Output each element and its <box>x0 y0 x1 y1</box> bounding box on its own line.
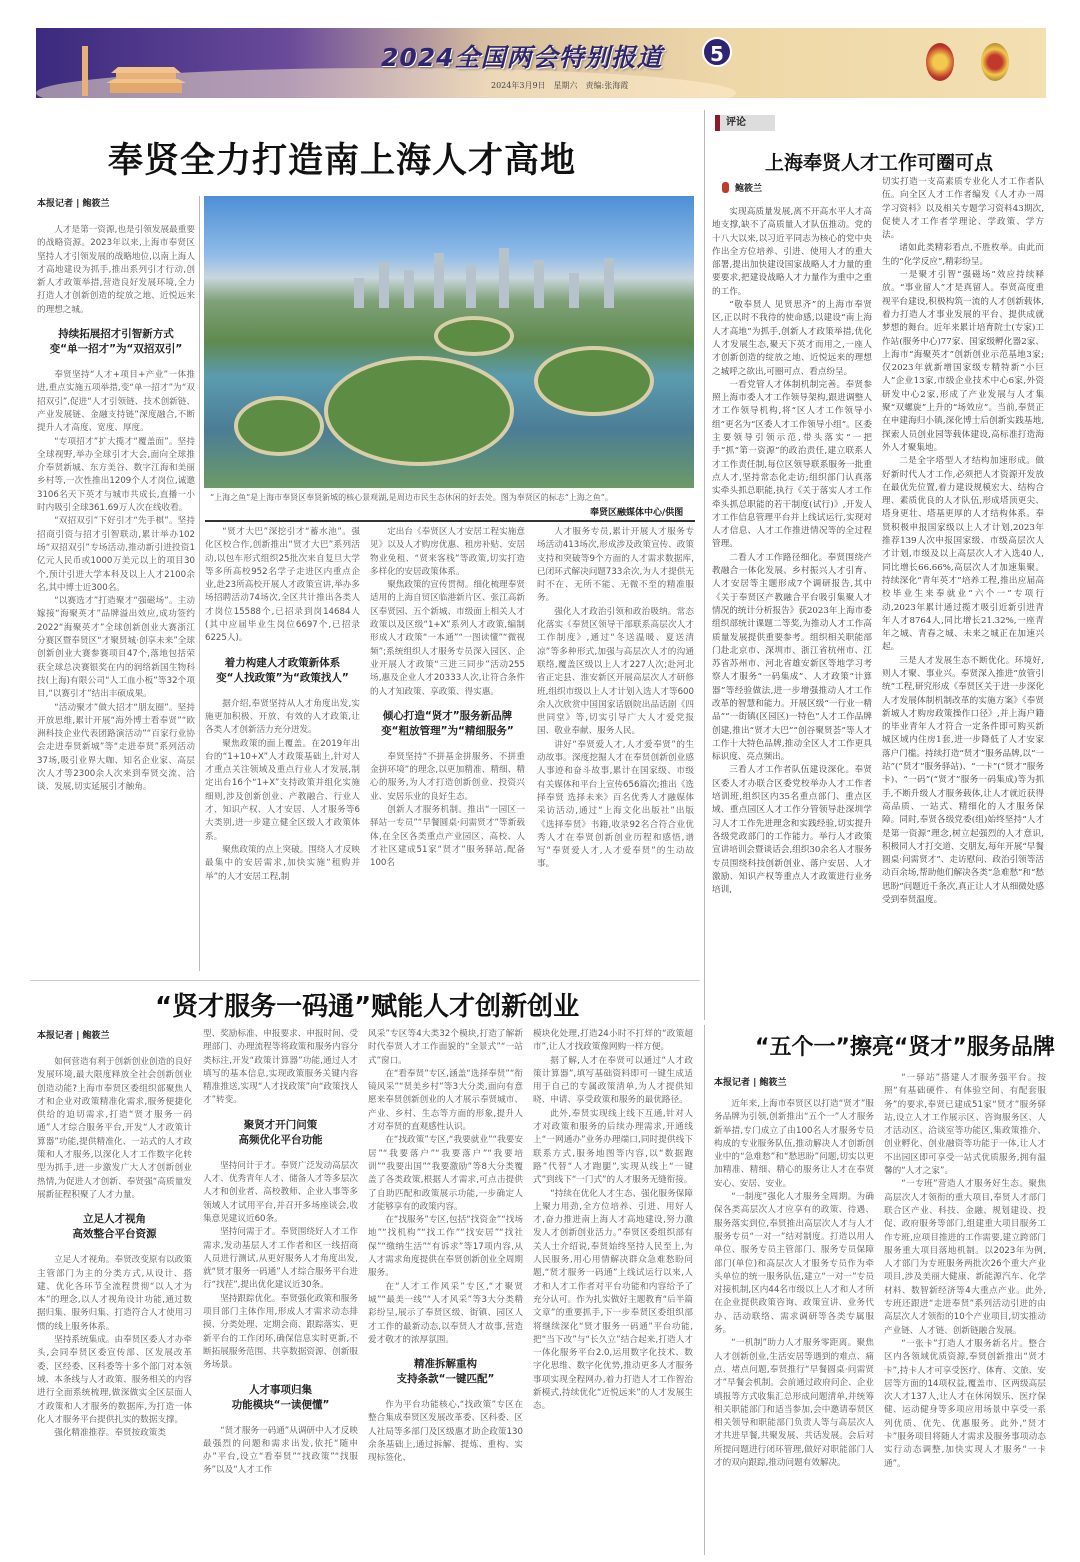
paragraph: “专项招才”扩大揽才“覆盖面”。坚持全球视野,举办全球引才大会,面向全球推介奉贤新城、东方美谷、数字江海和美丽乡村等,一次性推出1209个人才岗位,诚邀3106名天下英才与城市共成长,直播一小时内吸引全球361.69万人次在线收看。 <box>37 436 195 514</box>
paragraph: 聚焦政策的宣传贯彻。细化梳理奉贤适用的上海自贸区临港新片区、张江高新区奉贤园、五个新城、市级面上相关人才政策以及区级“1+X”系列人才政策,编制形成人才政策“一本通”“一图读懂”“微视频”;系统组织人才服务专员深入园区、企业开展人才政策“三进三同步”活动255场,惠及企业人才20333人次,让符合条件的人才知政策、享政策、得实惠。 <box>370 580 525 697</box>
article1-column-3 <box>370 526 525 976</box>
paragraph: 据介绍,奉贤坚持从人才角度出发,实施更加积极、开放、有效的人才政策,让各类人才创新活力充分迸发。 <box>205 698 360 736</box>
paragraph: 聚焦政策的面上覆盖。在2019年出台的“1+10+X”人才政策基础上,针对人才重点关注领域及重点行业人才发展,制定出台16个“1+X”支持政策并组化实施细则,涉及创新创业、产教融合、行业人才、知识产权、人才安居、人才服务等6大类别,进一步建立健全区级人才政策体系。 <box>205 738 360 842</box>
paragraph: 奉贤坚持“人才+项目+产业”一体推进,重点实施五项举措,变“单一招才”为“双招双引”,促进“人才引领链、技术创新链、产业发展链、金融支持链”深度融合,不断提升人才高度、宽度、厚度。 <box>37 370 195 434</box>
paragraph: 奉贤坚持“不拼基金拼服务、不拼重金拼环境”的理念,以更加精准、精细、精心的服务,为人才打造创新创业、投资兴业、安居乐业的良好生态。 <box>370 751 525 802</box>
section-rule <box>30 980 700 981</box>
paragraph: 据了解,人才在奉贤可以通过“人才政策计算器”,填写基础资料即可一键生成适用于自己的专属政策清单,为人才提供知晓、申请、享受政策和服务的最优路径。 <box>533 1055 693 1106</box>
paragraph: 一看党管人才体制机制完善。奉贤参照上海市委人才工作领导架构,跟进调整人才工作领导机构,将“区人才工作领导小组”更名为“区委人才工作领导小组”。区委主要领导引领示范,带头落实“一把手”抓“第一资源”的政治责任,建立联系人才工作责任制,每位区领导联系服务一批重点人才,坚持常态化走访;组织部门认真落实牵头抓总职能,执行《关于落实人才工作牵头抓总职能的若干制度(试行)》,开发人才工作信息管理平台并上线试运行,实现对人才信息、人才工作推进情况等的全过程管理。 <box>712 379 872 550</box>
paragraph: 切实打造一支高素质专业化人才工作者队伍。向全区人才工作者编发《人才办一周学习资料》以及相关专题学习资料43期次,促使人才工作者学理论、学政策、学方法。 <box>882 177 1044 241</box>
section-divider <box>704 1025 705 1555</box>
banner-date-editor: 2024年3月9日 星期六 责编:张海霞 <box>491 81 629 90</box>
article3-column-2 <box>884 1072 1046 1556</box>
section-divider <box>704 110 705 1020</box>
paragraph: 近年来,上海市奉贤区以打造“贤才”服务品牌为引领,创新推出“五个一”人才服务新举措,专门成立了由100名人才服务专员构成的专业服务队伍,推动解决人才创新创业中的“急难愁”和“愁思盼”问题,切实以更加精准、精细、精心的服务让人才在奉贤安心、安居、安业。 <box>714 1099 874 1189</box>
shanghai-fish-lake-photo <box>204 196 694 488</box>
article1-column-2 <box>205 526 360 976</box>
paragraph: 三是人才发展生态不断优化。环境好,则人才聚、事业兴。奉贤深入推进“放管引统”工程,研究形成《奉贤区关于进一步深化人才发展体制机制改革的实施方案》《奉贤新城人才购房政策操作口径》,并上海户籍的毕业青年人才符合一定条件即可购买新城区域内住房1套,进一步降低了人才安家落户门槛。持续打造“贤才”服务品牌,以“一站”(“贤才”服务驿站)、“一卡”(“贤才”服务卡)、“一码”(“贤才”服务一码集成)等为抓手,不断升级人才服务载体,让人才就近获得高品质、一站式、精细化的人才服务保障。同时,奉贤各级党委(组)始终坚持“人才是第一资源”理念,树立起强烈的人才意识,积极同人才打交道、交朋友,每年开展“早餐圆桌·问需贤才”、走访慰问、政治引领等活动百余场,帮助他们解决各类“急难愁”和“愁思盼”问题近千条次,真正让人才从细微处感受到奉贤温度。 <box>882 655 1044 906</box>
paragraph: 在“看奉贤”专区,涵盖“选择奉贤”“衔镜风采”“贤美乡村”等3大分类,面向有意愿来奉贤创新创业的人才展示奉贤城市、产业、乡村、生态等方面的形象,提升人才对奉贤的直观感性认识。 <box>368 1068 523 1133</box>
paragraph: 二看人才工作路径细化。奉贤围绕产教融合一体化发展、乡村振兴人才引育、人才安居等主题形成7个调研报告,其中《关于奉贤区产教融合平台吸引集聚人才情况的统计分析报告》获2023年上海市委组织部统计课题二等奖,为推动人才工作高质量发展提供重要参考。组织相关职能部门赴北京市、深圳市、浙江省杭州市、江苏省苏州市、河北省雄安新区等地学习考察人才服务“一码集成”、人才政策“计算器”等经验做法,进一步增强推动人才工作改革的智慧和能力。开展区级“一行业一精品”“一街镇(区园区)一特色”人才工作品牌创建,推出“贤才大巴”“创谷聚贤荟”等人才工作十大特色品牌,推动全区人才工作更具标识度、亮点频出。 <box>712 552 872 763</box>
paragraph: “双招双引”下好引才“先手棋”。坚持招商引资与招才引智联动,累计举办102场“双招双引”专场活动,推动新引进投资1亿元人民币或1000万美元以上的项目30个,预计引进大学本科及以上人才2100余名,其中博士近300名。 <box>37 516 195 593</box>
paragraph: 风采”专区等4大类32个模块,打造了解新时代奉贤人才工作面貌的“全景式”“一站式”窗口。 <box>368 1029 523 1066</box>
paragraph: 坚持问需于才。奉贤围绕好人才工作需求,发动基层人才工作者和区一线招商人员进行测试,从更好服务人才角度出发,就“贤才服务一码通”人才综合服务平台进行“找茬”,提出优化建议近30条。 <box>203 1227 358 1291</box>
paragraph: “贤才服务一码通”从调研中人才反映最强烈的问题和需求出发,依托“随申办”平台,设立“看奉贤”“找政策”“找服务”以及“人才工作 <box>203 1425 358 1476</box>
paragraph: 强化精准推荐。奉贤按政策类 <box>54 1428 166 1439</box>
paragraph: “一张卡”打造人才服务新名片。整合区内各领域优质资源,奉贤创新推出“贤才卡”,持卡人才可享受医疗、体育、文旅、安居等方面的14项权益,覆盖市、区两级高层次人才137人,让人才在休闲娱乐、医疗保健、运动健身等多项应用场景中享受一系列优质、优先、优惠服务。此外,“贤才卡”服务项目将随人才需求及服务事项动态实行动态调整,加快实现人才服务“一卡通”。 <box>884 1338 1046 1469</box>
microphone-icon <box>722 182 729 193</box>
paragraph: 在“人才工作风采”专区,“才聚贤城”“最美一线”“人才风采”等3大分类精彩纷呈,展示了奉贤区级、街镇、园区人才工作的最新动态,以奉贤人才故事,营造爱才敬才的浓厚氛围。 <box>368 1281 523 1345</box>
paragraph: 一是聚才引智“强磁场”效应持续释放。“事业留人”才是真留人。奉贤高度重视平台建设,积极构筑一流的人才创新载体,着力打造人才事业发展的平台、提供成就梦想的舞台。近年来累计培育院士(专家)工作站(服务中心)77家、国家级孵化器2家、上海市“海聚英才”创新创业示范基地3家;仅2023年就新增国家级专精特新“小巨人”企业13家,市级企业技术中心6家,外资研发中心2家,形成了产业发展与人才集聚“双螺旋”上升的“场效应”。当前,奉贤正在申建海归小镇,深化博士后创新实践基地,探索人员创业园等载体建设,高标准打造海外人才聚集地。 <box>882 270 1044 453</box>
paragraph: “一专班”营造人才服务好生态。聚焦高层次人才领衔的重大项目,奉贤人才部门联合区产业、科技、金融、规划建设、投促、政府服务等部门,组建重大项目服务工作专班,应项目推进的工作需要,建立跨部门服务重大项目落地机制。以2023年为例,人才部门为专班服务两批次26个重大产业项目,涉及美丽大健康、新能源汽车、化学材料、数智新经济等4大重点产业。此外,专班还跟进“走进奉贤”系列活动引进的由高层次人才领衔的10个产业项目,切实推动产业链、人才链、创新链融合发展。 <box>884 1179 1046 1336</box>
paragraph: 诸如此类精彩看点,不胜枚举。由此而生的“化学反应”,精彩纷呈。 <box>882 243 1044 267</box>
paragraph: 此外,奉贤实现线上线下互通,针对人才对政策和服务的后续办理需求,开通线上“一网通办”业务办理端口,同时提供线下联系方式,服务地图等内容,以“数据跑路”代替“人才跑腿”,实现从线上“一键式”到线下“一门式”的人才服务无缝衔接。 <box>533 1108 693 1186</box>
paragraph: 在“找政策”专区,“我要就业”“我要安居”“我要落户”“我要落户”“我要培训”“我要出国”“我要激励”等8大分类覆盖了各类政策,根据人才需求,可点击提供了自助匹配和政策展示功能,一步确定人才能够享有的政策内容。 <box>368 1135 523 1212</box>
paragraph: 聚焦政策的点上突破。围绕人才反映最集中的安居需求,加快实施“租购并举”的人才安居工程,制 <box>205 844 360 882</box>
paragraph: “一机制”助力人才服务零距离。聚焦人才创新创业,生活安居等遇到的难点、痛点、堵点问题,奉贤推行“早餐圆桌·问需贤才”早餐会机制。会前通过政府问企、企业填报等方式收集汇总形成问题清单,并统筹相关职能部门和适当参加,会中邀请奉贤区相关领导和职能部门负责人等与高层次人才共进早餐,共聚发展、共话发展。会后对所提问题进行闭环管理,做好对职能部门人才的双向跟踪,推动问题有效解决。 <box>714 1338 874 1469</box>
paragraph: 模块化处理,打造24小时不打烊的“政策超市”,让人才找政策像网购一样方便。 <box>533 1029 693 1053</box>
paragraph: 作为平台功能核心,“找政策”专区在整合集成奉贤区发展改革委、区科委、区人社局等多部门及区级惠才助企政策130余条基础上,通过拆解、提炼、重构、实现标签化、 <box>368 1400 523 1464</box>
article2-column-4 <box>533 1028 693 1556</box>
review-headline: 上海奉贤人才工作可圈可点 <box>765 152 994 174</box>
paragraph: 强化人才政治引领和政治吸纳。常态化落实《奉贤区领导干部联系高层次人才工作制度》,通过“冬送温暖、夏送清凉”等多种形式,加强与高层次人才的沟通联络,覆盖区级以上人才227人次;赴河北省正定县、淮安新区开展高层次人才研修班,组织市级以上人才计划入选人才等600余人次欣赏中国国家话剧院出品话剧《四世同堂》等,切实引导广大人才爱党报国、敬业奉献、服务人民。 <box>537 606 694 737</box>
cppcc-emblem-icon <box>981 43 1009 81</box>
paragraph: 如何营造有利于创新创业创造的良好发展环境,最大限度释放全社会创新创业创造动能?上海市奉贤区委组织部聚焦人才和企业对政策精准化需求,服务便捷化供给的迫切需求,打造“贤才服务一码通”人才综合服务平台,开发“人才政策计算器”功能,提供精准化、一站式的人才政策和人才服务,以深化人才工作数字化转型为抓手,进一步激发广大人才创新创业热情,为促进人才创新、奉贤强“高质量发展新征程积聚了人才力量。 <box>37 1057 192 1200</box>
paragraph: 三看人才工作者队伍建设深化。奉贤区委人才办联合区委党校举办人才工作者培训班,组织区内35名重点部门、重点区域、重点园区人才工作分管领导赴深圳学习人才工作先进理念和实践经验,切实提升各级党政部门的工作能力。举行人才政策宣讲培训会暨谈话会,组织30余名人才服务专员围绕科技创新创业、落户安居、人才激励、知识产权等重点人才政策进行业务培训, <box>712 765 872 896</box>
paragraph: 型、奖励标准、申报要求、申报时间、受理部门、办理流程等将政策和服务内容分类标注,开发“政策计算器”功能,通过人才填写的基本信息,实现政策服务关键内容精准推送,实现“人才找政策”向“政策找人才”转变。 <box>203 1029 358 1106</box>
column-divider <box>199 196 200 971</box>
article1-subheading-1: 持续拓展招才引智新方式 变“单一招才”为“双招双引” <box>49 328 183 356</box>
article1-subheading-3: 倾心打造“贤才”服务新品牌 变“粗放管理”为“精细服务” <box>381 709 514 737</box>
paragraph: 坚持问计于才。奉贤广泛发动高层次人才、优秀青年人才、储备人才等多层次人才和创业者、高校教师、企业人事等多领域人才试用平台,并召开多场座谈会,收集意见建议近60条。 <box>203 1160 358 1224</box>
article2-column-3 <box>368 1028 523 1556</box>
article2-headline: “贤才服务一码通”赋能人才创新创业 <box>155 992 580 1022</box>
paragraph: “一制度”强化人才服务全周期。为确保各类高层次人才应享有的政策、待遇、服务落实到位,奉贤推出高层次人才与人才服务专员“一对一”结对制度。打造以用人单位、服务专员主管部门、服务专员保障部门(单位)和高层次人才服务专员作为牵头单位的统一服务队伍,建立“一对一”专员对接机制,区内44名市级以上人才和人才所在企业提供政策咨询、政策宣讲、业务代办、活动联络、需求调研等各类专属服务。 <box>714 1192 874 1336</box>
paragraph: 立足人才视角。奉贤改变原有以政策主管部门为主的分类方式,从设计、搭建、优化各环节全流程贯彻“以人才为本”的理念,以人才视角设计功能,通过数据归集、服务归集、打造符合人才使用习惯的线上服务体系。 <box>37 1255 192 1332</box>
review-column-1 <box>712 206 872 1018</box>
article2-subheading-2: 聚贤才开门问策 高频优化平台功能 <box>238 1118 323 1146</box>
paragraph: 定出台《奉贤区人才安居工程实施意见》以及人才购房优惠、租房补贴、安居物业免租、“贤来客栈”等政策,切实打造多样化的安居政策体系。 <box>370 527 525 577</box>
article1-headline: 奉贤全力打造南上海人才高地 <box>108 141 577 181</box>
paragraph: “敬奉贤人 见贤思齐”的上海市奉贤区,正以时不我待的使命感,以建设“南上海人才高地”为抓手,创新人才政策举措,优化人才发展生态,聚天下英才而用之,一座人才创新创造的绽放之地、近悦远来的理想之城呼之欲出,可圈可点、看点纷呈。 <box>712 300 872 377</box>
paragraph: “活动聚才”做大招才“朋友圈”。坚持开放思维,累计开展“海外博士看奉贤”“欧洲科技企业代表团路演活动”“百家行业协会走进奉贤新城”等“走进奉贤”系列活动37场,吸引业界大咖、知名企业家、高层次人才等2300余人次来到奉贤交流、洽谈、发展,切实延展引才触角。 <box>37 702 195 793</box>
photo-rule <box>205 520 695 522</box>
paragraph: 坚持系统集成。由奉贤区委人才办牵头,会同奉贤区委宣传部、区发展改革委、区经委、区科委等十多个部门对本领域、本条线与人才政策、服务相关的内容进行全面系统梳理,做深做实全区层面人才政策和人才服务的数据库,为打造一体化人才服务平台提供扎实的数据支撑。 <box>37 1335 192 1425</box>
paragraph: 实现高质量发展,离不开高水平人才高地支撑,缺不了高质量人才队伍推动。党的十八大以来,以习近平同志为核心的党中央作出全方位培养、引进、使用人才的重大部署,提出加快建设国家战略人才力量的重要要求,把建设战略人才力量作为重中之重的工作。 <box>712 207 872 297</box>
photo-caption: “上海之鱼”是上海市奉贤区奉贤新城的核心景观湖,是周边市民生态休闲的好去处。图为奉贤区的标志“上海之鱼”。 <box>210 493 613 502</box>
article1-lead: 人才是第一资源,也是引领发展最重要的战略资源。2023年以来,上海市奉贤区坚持人才引领发展的战略地位,以南上海人才高地建设为抓手,推出系列引才行动,创新人才政策举措,营造良好发展环境,全力打造人才创新创造的绽放之地、近悦远来的理想之城。 <box>37 225 195 315</box>
paragraph: “持续在优化人才生态、强化服务保障上聚力用劲,全方位培养、引进、用好人才,奋力推进南上海人才高地建设,努力激发人才创新创业活力。”奉贤区委组织部有关人士介绍说,奉贤始终坚持人民至上,为人民服务,用心用情解决群众急难愁盼问题,“贤才服务一码通”上线试运行以来,人才和人才工作者对平台功能和内容给予了充分认可。作为扎实做好主题教育“后半篇文章”的重要抓手,下一步奉贤区委组织部将继续深化“贤才服务一码通”平台功能,把“当下改”与“长久立”结合起来,打造人才一体化服务平台2.0,运用数字化技术、数字化思维、数字化优势,推动更多人才服务事项实现全程网办,着力打造人才工作智治新模式,持续优化“近悦远来”的人才发展生态。 <box>533 1188 693 1412</box>
article3-headline: “五个一”擦亮“贤才”服务品牌 <box>755 1035 1055 1060</box>
article3-column-1 <box>714 1098 874 1556</box>
paragraph: 讲好“奉贤爱人才,人才爱奉贤”的生动故事。深度挖掘人才在奉贤创新创业感人事迹和奋斗故事,累计在国家级、市级有关媒体和平台上宣传656篇次;推出《选择奉贤 选择未来》百名优秀人才融媒体采访活动,通过“上海文化出版社”出版《选择奉贤》书籍,收录92名合符合业优秀人才在奉贤创新创业历程和感悟,谱写“奉贤爱人才,人才爱奉贤”的生动故事。 <box>537 739 694 870</box>
paragraph: 在“找服务”专区,包括“找资金”“找场地”“找机构”“找工作”“找安居”“找社保”“缴纳生活”“有诉求”等17项内容,从人才需求角度提供在奉贤创新创业全周期服务。 <box>368 1215 523 1279</box>
paragraph: 创新人才服务机制。推出“一园区一驿站一专员”“早餐圆桌·问需贤才”等新载体,在全区各类重点产业园区、高校、人才社区建成51家“贤才”服务驿站,配备100名 <box>370 805 525 869</box>
review-column-2 <box>882 176 1044 1018</box>
article3-byline: 本报记者 | 鲍筱兰 <box>714 1078 787 1088</box>
tower-graphic <box>82 46 88 96</box>
paragraph: 坚持跟踪优化。奉贤强化政策和服务项目部门主体作用,形成人才需求动态排摸、分类处理、定期会商、跟踪落实、更新平台的工作闭环,确保信息实时更新,不断拓展服务范围、共享数据资源、创新服务场景。 <box>203 1293 358 1371</box>
article2-column-1 <box>37 1056 192 1556</box>
special-report-banner <box>36 28 1046 98</box>
issue-number-badge: 5 <box>702 37 732 67</box>
tiananmen-gate-graphic <box>106 63 186 93</box>
review-byline: 鲍筱兰 <box>735 184 763 194</box>
paragraph: “一驿站”搭建人才服务强平台。按照“有基础硬件、有体验空间、有配套服务”的要求,奉贤已建成51家“贤才”服务驿站,设立人才工作展示区、咨询服务区、人才活动区、洽谈室等功能区,集政策推介、创业孵化、创业融资等功能于一体,让人才不出园区即可享受一站式优质服务,拥有温馨的“人才之家”。 <box>884 1073 1046 1177</box>
article1-subheading-2: 着力构建人才政策新体系 变“人找政策”为“政策找人” <box>216 656 349 684</box>
banner-title: 2024全国两会特别报道 <box>381 43 663 72</box>
article1-byline: 本报记者 | 鲍筱兰 <box>37 199 110 209</box>
article2-subheading-4: 精准拆解重构 支持条款“一键匹配” <box>396 1358 495 1386</box>
paragraph: “贤才大巴”深挖引才“蓄水池”。强化区校合作,创新推出“贤才大巴”系列活动,以包车形式组织25批次来自复旦大学等多所高校952名学子走进区内重点企业,赴23所高校开展人才政策宣讲,举办多场招聘活动74场次,全区共计推出各类人才岗位15588个,已招录到岗14684人(其中应届毕业生岗位6697个,已招录6225人)。 <box>205 527 360 644</box>
article1-column-4 <box>537 526 694 976</box>
paragraph: 二是全字塔型人才结构加速形成。做好新时代人才工作,必须把人才资源开发放在最优先位置,着力建设规模宏大、结构合理、素质优良的人才队伍,形成塔顶更尖、塔身更壮、塔基更厚的人才结构体系。奉贤积极申报国家级以上人才计划,2023年推荐139人次申报国家级、市级高层次人才计划,市级及以上高层次人才入选40人,同比增长66.66%,高层次人才加速集聚。持续深化“青年英才”培养工程,推出应届高校毕业生来奉就业“六个一”专项行动,2023年累计通过揽才吸引近新引进青年人才8764人,同比增长21.32%,一座青年之城、青春之城、未来之城正在加速兴起。 <box>882 456 1044 653</box>
paragraph: 人才服务专员,累计开展人才服务专场活动413场次,形成涉及政策宣传、政策支持和突破等9个方面的人才需求数据库,已闭环式解决问题733余次,为人才提供无时不在、无所不能、无微不至的精准服务。 <box>537 527 694 604</box>
paragraph: “以赛选才”打造聚才“强磁场”。主动嫁接“海聚英才”品牌溢出效应,成功签约2022“海聚英才”全球创新创业大赛浙江分赛区暨奉贤区“才聚贤城·创享未来”全球创新创业大赛参赛项目47个,落地包括荣获全球总决赛银奖在内的润络新国生物科技(上海)有限公司“人工血小板”等32个项目,“以赛引才”结出丰硕成果。 <box>37 596 195 700</box>
review-tag: 评论 <box>715 115 775 131</box>
national-emblem-icon <box>926 43 954 81</box>
article2-subheading-3: 人才事项归集 功能模块“一读便懂” <box>231 1383 330 1411</box>
article2-subheading-1: 立足人才视角 高效整合平台资源 <box>72 1213 157 1241</box>
article1-column-1 <box>37 224 195 984</box>
article2-byline: 本报记者 | 鲍筱兰 <box>37 1031 110 1041</box>
photo-credit: 奉贤区融媒体中心/供图 <box>590 508 684 518</box>
article2-column-2 <box>203 1028 358 1556</box>
